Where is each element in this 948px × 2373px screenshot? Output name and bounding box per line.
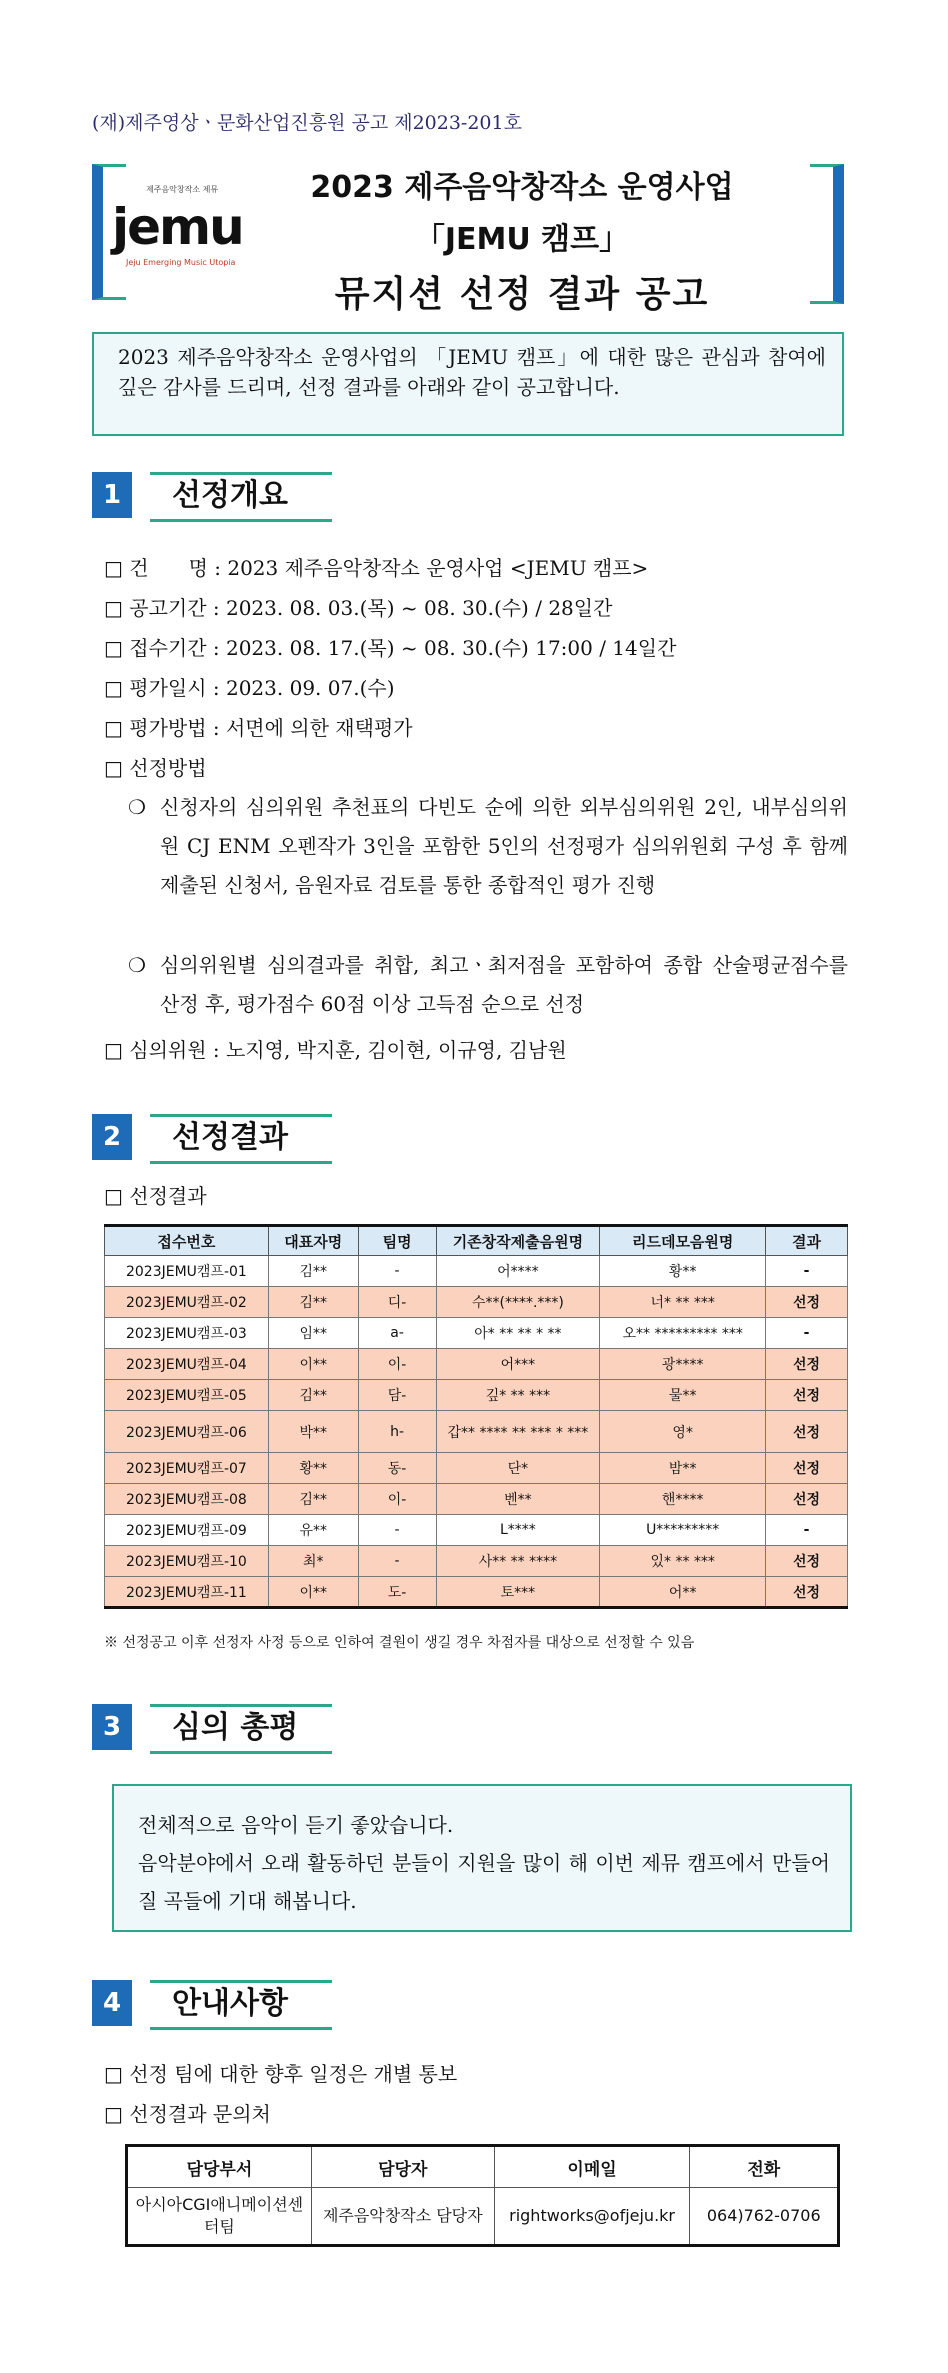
column-header: 기존창작제출음원명 [436, 1226, 600, 1256]
cell-email[interactable]: rightworks@ofjeju.kr [494, 2188, 690, 2246]
cell-demo-track: U********* [600, 1515, 766, 1546]
cell-team: a- [358, 1318, 436, 1349]
column-header: 결과 [766, 1226, 848, 1256]
section-title: 선정개요 [150, 472, 332, 522]
cell-result: - [766, 1318, 848, 1349]
section-heading-overview [92, 472, 392, 522]
section-title: 심의 총평 [150, 1704, 332, 1754]
column-header: 대표자명 [268, 1226, 358, 1256]
cell-number: 2023JEMU캠프-01 [105, 1256, 269, 1287]
cell-demo-track: 어** [600, 1577, 766, 1608]
table-row [127, 2188, 839, 2246]
column-header: 팀명 [358, 1226, 436, 1256]
cell-number: 2023JEMU캠프-10 [105, 1546, 269, 1577]
method-text: 심의위원별 심의결과를 취합, 최고ㆍ최저점을 포함하여 종합 산술평균점수를 산정 후, 평가점수 60점 이상 고득점 순으로 선정 [160, 953, 848, 1016]
section-number: 1 [92, 472, 132, 518]
table-header-row [105, 1226, 848, 1256]
jemu-logo [108, 180, 258, 275]
circle-bullet-icon: ❍ [128, 795, 146, 819]
cell-team: 이- [358, 1484, 436, 1515]
table-row [105, 1411, 848, 1453]
cell-team: - [358, 1515, 436, 1546]
results-label: □ 선정결과 [104, 1184, 207, 1208]
footnote: ※ 선정공고 이후 선정자 사정 등으로 인하여 결원이 생길 경우 차점자를 대상으로 선정할 수 있음 [104, 1635, 695, 1651]
cell-representative: 김** [268, 1287, 358, 1318]
cell-number: 2023JEMU캠프-02 [105, 1287, 269, 1318]
cell-original-track: 사** ** **** [436, 1546, 600, 1577]
table-row [105, 1515, 848, 1546]
cell-demo-track: 너* ** *** [600, 1287, 766, 1318]
cell-phone: 064)762-0706 [690, 2188, 839, 2246]
cell-representative: 황** [268, 1453, 358, 1484]
column-header: 전화 [690, 2146, 839, 2188]
cell-original-track: 어**** [436, 1256, 600, 1287]
cell-demo-track: 물** [600, 1380, 766, 1411]
cell-original-track: L**** [436, 1515, 600, 1546]
cell-number: 2023JEMU캠프-09 [105, 1515, 269, 1546]
table-row [105, 1577, 848, 1608]
cell-original-track: 어*** [436, 1349, 600, 1380]
review-line-1: 전체적으로 음악이 듣기 좋았습니다. [138, 1813, 454, 1837]
cell-result: 선정 [766, 1453, 848, 1484]
cell-representative: 김** [268, 1256, 358, 1287]
cell-team: - [358, 1546, 436, 1577]
review-line-2: 음악분야에서 오래 활동하던 분들이 지원을 많이 해 이번 제뮤 캠프에서 만들어질 곡들에 기대 해봅니다. [138, 1851, 830, 1913]
column-header: 리드데모음원명 [600, 1226, 766, 1256]
overview-item-name: □ 건 명 : 2023 제주음악창작소 운영사업 <JEMU 캠프> [104, 556, 649, 580]
section-number: 4 [92, 1980, 132, 2026]
cell-number: 2023JEMU캠프-08 [105, 1484, 269, 1515]
cell-result: - [766, 1256, 848, 1287]
column-header: 접수번호 [105, 1226, 269, 1256]
logo-tagline: Jeju Emerging Music Utopia [126, 258, 236, 267]
cell-result: 선정 [766, 1287, 848, 1318]
cell-demo-track: 오** ********* *** [600, 1318, 766, 1349]
section-heading-guide [92, 1980, 392, 2030]
table-row [105, 1380, 848, 1411]
cell-original-track: 단* [436, 1453, 600, 1484]
cell-demo-track: 광**** [600, 1349, 766, 1380]
column-header: 담당자 [311, 2146, 494, 2188]
cell-result: 선정 [766, 1546, 848, 1577]
section-title: 안내사항 [150, 1980, 332, 2030]
table-row [105, 1256, 848, 1287]
cell-representative: 최* [268, 1546, 358, 1577]
guide-item-schedule: □ 선정 팀에 대한 향후 일정은 개별 통보 [104, 2062, 458, 2086]
contact-table [125, 2144, 840, 2247]
column-header: 담당부서 [127, 2146, 312, 2188]
logo-small-text: 제주음악창작소 제뮤 [146, 185, 219, 194]
guide-item-contact: □ 선정결과 문의처 [104, 2102, 271, 2126]
notice-number: (재)제주영상ㆍ문화산업진흥원 공고 제2023-201호 [92, 112, 522, 134]
overview-item-application-period: □ 접수기간 : 2023. 08. 17.(목) ~ 08. 30.(수) 17:00 / 14일간 [104, 636, 677, 660]
cell-representative: 김** [268, 1380, 358, 1411]
cell-representative: 임** [268, 1318, 358, 1349]
selection-method-1 [128, 788, 848, 905]
section-number: 3 [92, 1704, 132, 1750]
overview-item-notice-period: □ 공고기간 : 2023. 08. 03.(목) ~ 08. 30.(수) / 28일간 [104, 596, 613, 620]
cell-result: 선정 [766, 1484, 848, 1515]
cell-department: 아시아CGI애니메이션센터팀 [127, 2188, 312, 2246]
table-row [105, 1318, 848, 1349]
table-header-row [127, 2146, 839, 2188]
cell-number: 2023JEMU캠프-11 [105, 1577, 269, 1608]
cell-original-track: 깊* ** *** [436, 1380, 600, 1411]
cell-team: 디- [358, 1287, 436, 1318]
cell-team: 도- [358, 1577, 436, 1608]
cell-result: 선정 [766, 1380, 848, 1411]
logo-wordmark: jemu [112, 198, 243, 256]
cell-result: - [766, 1515, 848, 1546]
overview-item-evaluation-method: □ 평가방법 : 서면에 의한 재택평가 [104, 716, 413, 740]
circle-bullet-icon: ❍ [128, 953, 146, 977]
cell-representative: 이** [268, 1349, 358, 1380]
cell-demo-track: 영* [600, 1411, 766, 1453]
intro-box: 2023 제주음악창작소 운영사업의 「JEMU 캠프」에 대한 많은 관심과 참여에 깊은 감사를 드리며, 선정 결과를 아래와 같이 공고합니다. [92, 332, 844, 436]
section-number: 2 [92, 1114, 132, 1160]
cell-team: - [358, 1256, 436, 1287]
cell-representative: 김** [268, 1484, 358, 1515]
title-line-1: 2023 제주음악창작소 운영사업 [310, 170, 734, 205]
table-row [105, 1287, 848, 1318]
review-box [112, 1784, 852, 1932]
section-heading-review [92, 1704, 392, 1754]
cell-original-track: 벤** [436, 1484, 600, 1515]
section-title: 선정결과 [150, 1114, 332, 1164]
title-line-2: 「JEMU 캠프」 [414, 222, 630, 257]
cell-person: 제주음악창작소 담당자 [311, 2188, 494, 2246]
cell-number: 2023JEMU캠프-07 [105, 1453, 269, 1484]
method-text: 신청자의 심의위원 추천표의 다빈도 순에 의한 외부심의위원 2인, 내부심의위원 CJ ENM 오펜작가 3인을 포함한 5인의 선정평가 심의위원회 구성 후 함께 제출된 신청서, 음원자료 검토를 통한 종합적인 평가 진행 [160, 795, 848, 897]
cell-team: h- [358, 1411, 436, 1453]
cell-team: 이- [358, 1349, 436, 1380]
title-line-3: 뮤지션 선정 결과 공고 [334, 274, 710, 315]
cell-original-track: 수**(****.***) [436, 1287, 600, 1318]
cell-result: 선정 [766, 1411, 848, 1453]
cell-demo-track: 밤** [600, 1453, 766, 1484]
title-block [262, 160, 782, 317]
cell-representative: 박** [268, 1411, 358, 1453]
results-table [104, 1224, 848, 1609]
cell-original-track: 갑** **** ** *** * *** [436, 1411, 600, 1453]
overview-item-selection-method: □ 선정방법 [104, 756, 207, 780]
cell-result: 선정 [766, 1577, 848, 1608]
right-bracket-decoration [810, 164, 844, 304]
header [92, 160, 844, 315]
table-row [105, 1349, 848, 1380]
column-header: 이메일 [494, 2146, 690, 2188]
overview-item-evaluation-date: □ 평가일시 : 2023. 09. 07.(수) [104, 676, 395, 700]
table-row [105, 1453, 848, 1484]
cell-original-track: 아* ** ** * ** [436, 1318, 600, 1349]
cell-number: 2023JEMU캠프-06 [105, 1411, 269, 1453]
cell-result: 선정 [766, 1349, 848, 1380]
cell-demo-track: 핸**** [600, 1484, 766, 1515]
cell-representative: 유** [268, 1515, 358, 1546]
cell-original-track: 토*** [436, 1577, 600, 1608]
overview-item-committee: □ 심의위원 : 노지영, 박지훈, 김이현, 이규영, 김남원 [104, 1038, 567, 1062]
cell-demo-track: 있* ** *** [600, 1546, 766, 1577]
cell-number: 2023JEMU캠프-05 [105, 1380, 269, 1411]
cell-team: 동- [358, 1453, 436, 1484]
table-row [105, 1484, 848, 1515]
cell-number: 2023JEMU캠프-03 [105, 1318, 269, 1349]
selection-method-2 [128, 946, 848, 1024]
cell-number: 2023JEMU캠프-04 [105, 1349, 269, 1380]
cell-team: 담- [358, 1380, 436, 1411]
cell-representative: 이** [268, 1577, 358, 1608]
table-row [105, 1546, 848, 1577]
section-heading-results [92, 1114, 392, 1164]
cell-demo-track: 황** [600, 1256, 766, 1287]
